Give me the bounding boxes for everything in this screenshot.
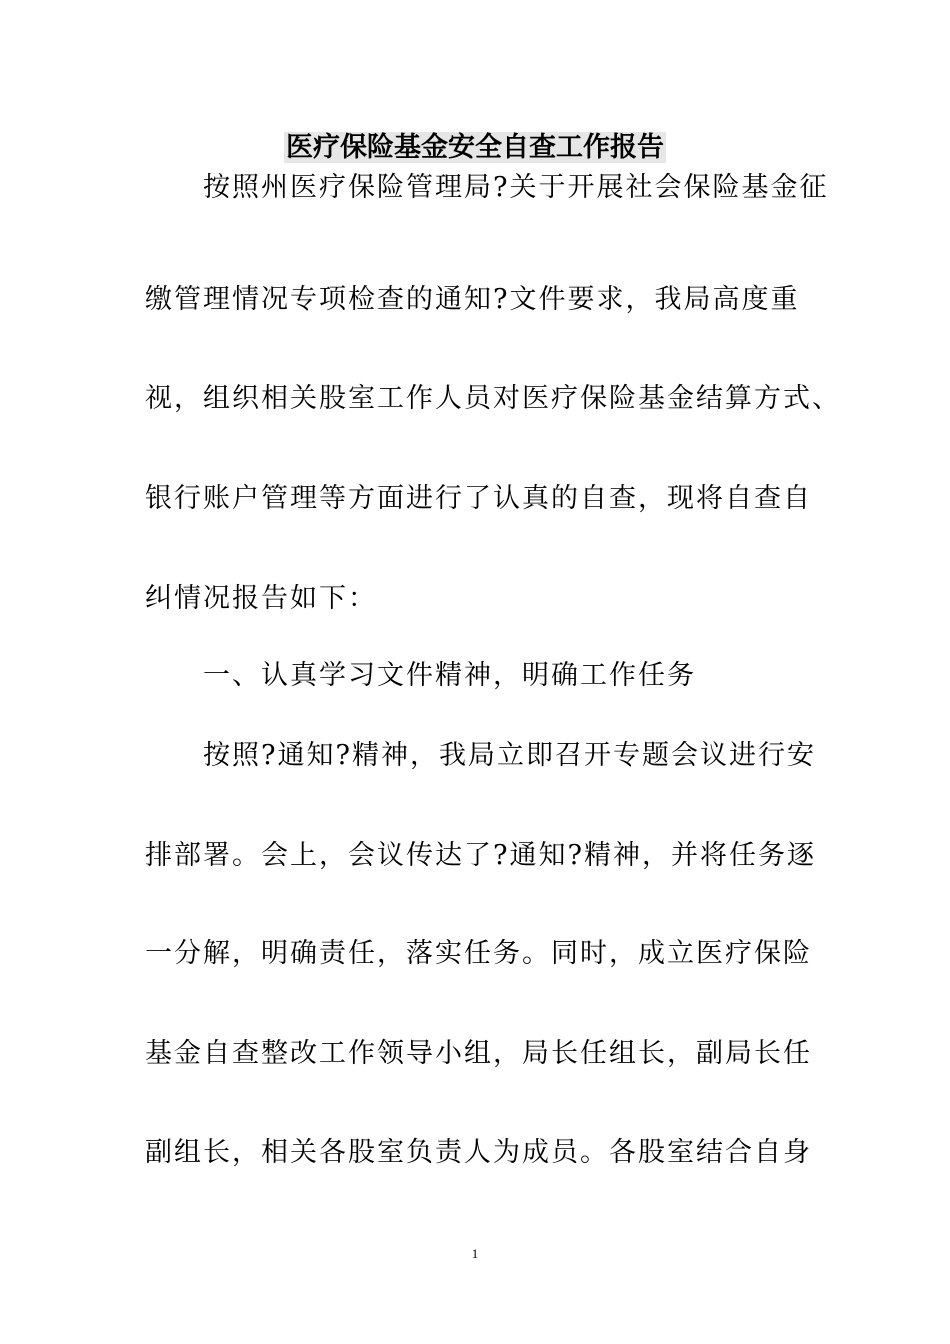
body-line-5: 纠情况报告如下：: [145, 583, 377, 614]
body-line-4: 银行账户管理等方面进行了认真的自查，现将自查自: [145, 483, 812, 514]
document-title-text: 医疗保险基金安全自查工作报告: [286, 132, 664, 163]
section-heading-1: 一、认真学习文件精神，明确工作任务: [145, 660, 696, 691]
page-number: 1: [471, 1246, 479, 1261]
document-title: [0, 128, 950, 168]
body-line-7: 排部署。会上，会议传达了?通知?精神，并将任务逐: [145, 840, 816, 871]
body-line-1: 按照州医疗保险管理局?关于开展社会保险基金征: [145, 172, 829, 203]
body-line-3: 视，组织相关股室工作人员对医疗保险基金结算方式、: [145, 383, 841, 414]
body-line-2: 缴管理情况专项检查的通知?文件要求，我局高度重: [145, 284, 800, 315]
body-line-8: 一分解，明确责任，落实任务。同时，成立医疗保险: [145, 938, 812, 969]
body-line-10: 副组长，相关各股室负责人为成员。各股室结合自身: [145, 1137, 812, 1168]
body-line-9: 基金自查整改工作领导小组，局长任组长，副局长任: [145, 1038, 812, 1069]
body-line-6: 按照?通知?精神，我局立即召开专题会议进行安: [145, 740, 816, 771]
